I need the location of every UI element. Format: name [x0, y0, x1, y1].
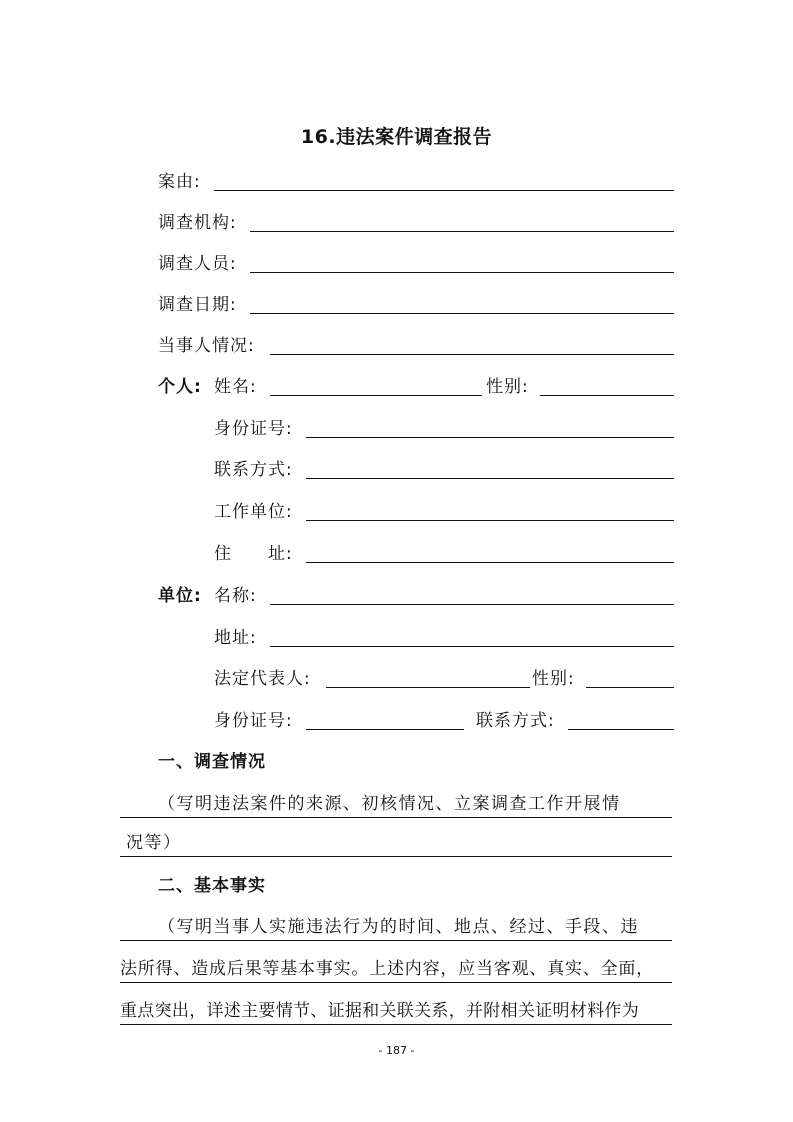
legal-rep-row [214, 665, 674, 693]
section-facts-line-1: （写明当事人实施违法行为的时间、地点、经过、手段、违 [120, 913, 672, 941]
investigators-label: 调查人员: [158, 254, 237, 274]
organization-name-label: 名称: [214, 586, 257, 606]
investigation-date-field[interactable] [250, 313, 674, 314]
individual-name-label: 姓名: [214, 377, 257, 397]
section-facts-line-2: 法所得、造成后果等基本事实。上述内容，应当客观、真实、全面， [120, 955, 672, 983]
organization-id-contact-row [214, 707, 674, 735]
individual-address-label: 住 址: [214, 544, 293, 564]
individual-name-field[interactable] [270, 395, 482, 396]
section-investigation-line-2: 况等） [120, 829, 672, 857]
investigation-date-label: 调查日期: [158, 295, 237, 315]
organization-heading: 单位: [158, 586, 202, 606]
investigating-agency-field[interactable] [250, 231, 674, 232]
case-cause-row [158, 168, 674, 196]
individual-contact-row [214, 456, 674, 484]
investigators-field[interactable] [250, 272, 674, 273]
investigation-date-row [158, 291, 674, 319]
organization-id-label: 身份证号: [214, 711, 293, 731]
party-situation-row [158, 332, 674, 360]
organization-address-row [214, 624, 674, 652]
document-title: 16.违法案件调查报告 [300, 126, 493, 148]
case-cause-label: 案由: [158, 172, 201, 192]
individual-workplace-field[interactable] [306, 520, 674, 521]
section-investigation-heading: 一、调查情况 [158, 752, 266, 772]
organization-id-field[interactable] [306, 729, 464, 730]
organization-name-field[interactable] [270, 604, 674, 605]
organization-address-field[interactable] [270, 646, 674, 647]
investigating-agency-row [158, 209, 674, 237]
section-facts-heading: 二、基本事实 [158, 876, 266, 896]
individual-contact-field[interactable] [306, 478, 674, 479]
investigators-row [158, 250, 674, 278]
organization-address-label: 地址: [214, 628, 257, 648]
individual-heading: 个人: [158, 377, 202, 397]
individual-name-row [158, 373, 674, 401]
legal-rep-field[interactable] [326, 687, 530, 688]
individual-workplace-label: 工作单位: [214, 502, 293, 522]
individual-contact-label: 联系方式: [214, 460, 293, 480]
section-facts-line-3: 重点突出，详述主要情节、证据和关联关系，并附相关证明材料作为 [120, 997, 672, 1025]
individual-address-field[interactable] [306, 562, 674, 563]
individual-address-row [214, 540, 674, 568]
legal-rep-gender-field[interactable] [586, 687, 674, 688]
individual-workplace-row [214, 498, 674, 526]
party-situation-field[interactable] [270, 354, 674, 355]
investigating-agency-label: 调查机构: [158, 213, 237, 233]
individual-gender-field[interactable] [540, 395, 674, 396]
legal-rep-label: 法定代表人: [214, 669, 311, 689]
individual-id-label: 身份证号: [214, 419, 293, 439]
individual-id-field[interactable] [306, 437, 674, 438]
organization-contact-field[interactable] [568, 729, 674, 730]
individual-id-row [214, 415, 674, 443]
individual-gender-label: 性别: [486, 377, 529, 397]
case-cause-field[interactable] [214, 190, 674, 191]
legal-rep-gender-label: 性别: [532, 669, 575, 689]
section-investigation-line-1: （写明违法案件的来源、初核情况、立案调查工作开展情 [120, 790, 672, 818]
page-number: - 187 - [378, 1044, 415, 1057]
organization-contact-label: 联系方式: [476, 711, 555, 731]
organization-name-row [158, 582, 674, 610]
party-situation-label: 当事人情况: [158, 336, 255, 356]
